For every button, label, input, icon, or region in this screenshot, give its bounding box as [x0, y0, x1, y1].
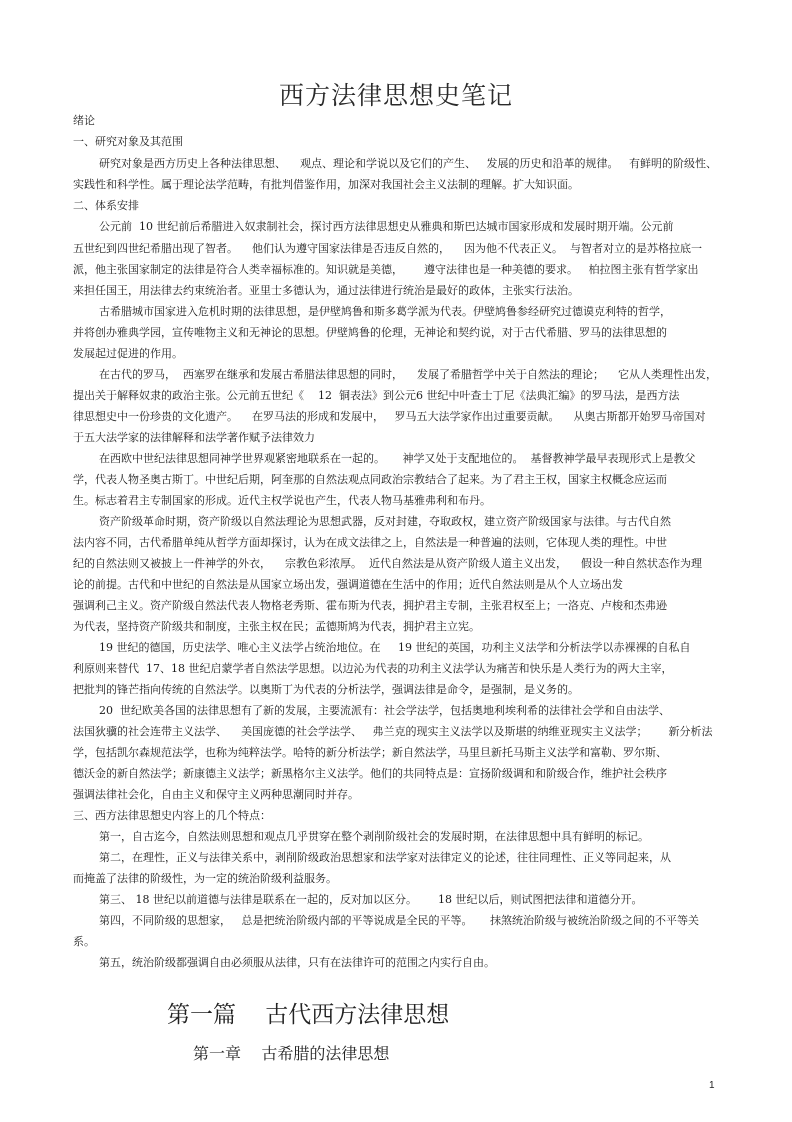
text-line: 法内容不同，古代希腊单纯从哲学方面却探讨，认为在成文法律之上，自然法是一种普遍的法则，它体现人类的理性。中世 — [73, 536, 667, 549]
text-line: 第三、 18 世纪以前道德与法律是联系在一起的，反对加以区分。 18 世纪以后，则试图把法律和道德分开。 — [99, 893, 643, 906]
part-heading: 第一篇 古代西方法律思想 — [167, 1002, 450, 1028]
text-line: 于五大法学家的法律解释和法学著作赋予法律效力 — [73, 431, 315, 444]
text-line: 实践性和科学性。属于理论法学范畴，有批判借鉴作用，加深对我国社会主义法制的理解。扩大知识面。 — [73, 178, 579, 191]
text-line: 第一，自古迄今，自然法则思想和观点几乎贯穿在整个剥削阶级社会的发展时期，在法律思想中具有鲜明的标记。 — [99, 830, 649, 843]
text-line: 强调法律社会化，自由主义和保守主义两种思潮同时并存。 — [73, 788, 359, 801]
text-line: 把批判的锋芒指向传统的自然法学。以奥斯丁为代表的分析法学，强调法律是命令，是强制，是义务的。 — [73, 683, 579, 696]
text-line: 德沃金的新自然法学；新康德主义法学；新黑格尔主义法学。他们的共同特点是：宣扬阶级调和和阶级合作，维护社会秩序 — [73, 767, 667, 780]
text-line: 第四，不同阶级的思想家， 总是把统治阶级内部的平等说成是全民的平等。 抹煞统治阶级与被统治阶级之间的不平等关 — [99, 914, 699, 927]
text-line: 利原则来替代 17、18 世纪启蒙学者自然法学思想。以边沁为代表的功利主义法学认为痛苦和快乐是人类行为的两大主宰， — [73, 662, 673, 675]
text-line: 纪的自然法则又被披上一件神学的外衣， 宗教色彩浓厚。 近代自然法是从资产阶级人道主义出发， 假设一种自然状态作为理 — [73, 557, 702, 570]
text-line: 学，包括凯尔森规范法学，也称为纯粹法学。哈特的新分析法学；新自然法学，马里旦新托马斯主义法学和富勒、罗尔斯、 — [73, 746, 667, 759]
text-line: 20 世纪欧美各国的法律思想有了新的发展，主要流派有：社会学法学，包括奥地利埃利希的法律社会学和自由法学、 — [99, 704, 670, 717]
document-title: 西方法律思想史笔记 — [278, 81, 513, 110]
text-line: 生。标志着君主专制国家的形成。近代主权学说也产生，代表人物马基雅弗利和布丹。 — [73, 494, 491, 507]
text-line: 并将创办雅典学园，宣传唯物主义和无神论的思想。伊壁鸠鲁的伦理，无神论和契约说，对于古代希腊、罗马的法律思想的 — [73, 326, 667, 339]
text-line: 第二，在理性，正义与法律关系中，剥削阶级政治思想家和法学家对法律定义的论述，往往同理性、正义等同起来，从 — [99, 851, 671, 864]
page-number: 1 — [709, 1080, 715, 1091]
text-line: 资产阶级革命时期，资产阶级以自然法理论为思想武器，反对封建，夺取政权，建立资产阶级国家与法律。与古代自然 — [99, 515, 671, 528]
text-line: 论的前提。古代和中世纪的自然法是从国家立场出发，强调道德在生活中的作用；近代自然法则是从个人立场出发 — [73, 578, 623, 591]
text-line: 律思想史中一份珍贵的文化遗产。 在罗马法的形成和发展中， 罗马五大法学家作出过重要贡献。 从奥古斯都开始罗马帝国对 — [73, 410, 706, 423]
text-line: 研究对象是西方历史上各种法律思想、 观点、理论和学说以及它们的产生、 发展的历史和沿革的规律。 有鲜明的阶级性、 — [99, 157, 717, 170]
text-line: 在西欧中世纪法律思想同神学世界观紧密地联系在一起的。 神学又处于支配地位的。 基督教神学最早表现形式上是教父 — [99, 452, 696, 465]
text-line: 派，他主张国家制定的法律是符合人类幸福标准的。知识就是美德， 遵守法律也是一种美德的要求。 柏拉图主张有哲学家出 — [73, 263, 699, 276]
chapter-heading: 第一章 古希腊的法律思想 — [193, 1044, 390, 1063]
text-line: 一、研究对象及其范围 — [73, 135, 183, 148]
text-line: 古希腊城市国家进入危机时期的法律思想，是伊壁鸠鲁和斯多葛学派为代表。伊壁鸠鲁参经研究过德谟克利特的哲学， — [99, 305, 671, 318]
text-line: 法国狄骥的社会连带主义法学、 美国庞德的社会学法学、 弗兰克的现实主义法学以及斯堪的纳维亚现实主义法学； 新分析法 — [73, 725, 713, 738]
text-line: 三、西方法律思想史内容上的几个特点： — [73, 809, 271, 822]
text-line: 公元前 10 世纪前后希腊进入奴隶制社会，探讨西方法律思想史从雅典和斯巴达城市国家形成和发展时期开端。公元前 — [99, 220, 674, 233]
text-line: 发展起过促进的作用。 — [73, 347, 183, 360]
text-line: 二、体系安排 — [73, 199, 139, 212]
text-line: 19 世纪的德国，历史法学、唯心主义法学占统治地位。在 19 世纪的英国，功利主义法学和分析法学以赤裸裸的自私自 — [99, 641, 691, 654]
text-line: 第五，统治阶级都强调自由必须服从法律，只有在法律许可的范围之内实行自由。 — [99, 956, 495, 969]
text-line: 五世纪到四世纪希腊出现了智者。 他们认为遵守国家法律是否违反自然的， 因为他不代表正义。 与智者对立的是苏格拉底一 — [73, 242, 702, 255]
text-line: 来担任国王，用法律去约束统治者。亚里士多德认为，通过法律进行统治是最好的政体，主张实行法治。 — [73, 284, 579, 297]
text-line: 提出关于解释奴隶的政治主张。公元前五世纪《 12 铜表法》到公元6 世纪中叶查士丁尼《法典汇编》的罗马法，是西方法 — [73, 389, 680, 402]
text-line: 强调利己主义。资产阶级自然法代表人物格老秀斯、霍布斯为代表，拥护君主专制，主张君权至上；一洛克、卢梭和杰弗逊 — [73, 599, 667, 612]
text-line: 绪论 — [73, 114, 95, 127]
text-line: 系。 — [73, 935, 95, 948]
text-line: 而掩盖了法律的阶级性，为一定的统治阶级利益服务。 — [73, 872, 337, 885]
text-line: 在古代的罗马， 西塞罗在继承和发展古希腊法律思想的同时， 发展了希腊哲学中关于自然法的理论； 它从人类理性出发， — [99, 368, 717, 381]
text-line: 为代表，坚持资产阶级共和制度，主张主权在民；孟德斯鸠为代表，拥护君主立宪。 — [73, 620, 480, 633]
text-line: 学，代表人物圣奥古斯丁。中世纪后期，阿奎那的自然法观点同政治宗教结合了起来。为了君主王权，国家主权概念应运而 — [73, 473, 667, 486]
